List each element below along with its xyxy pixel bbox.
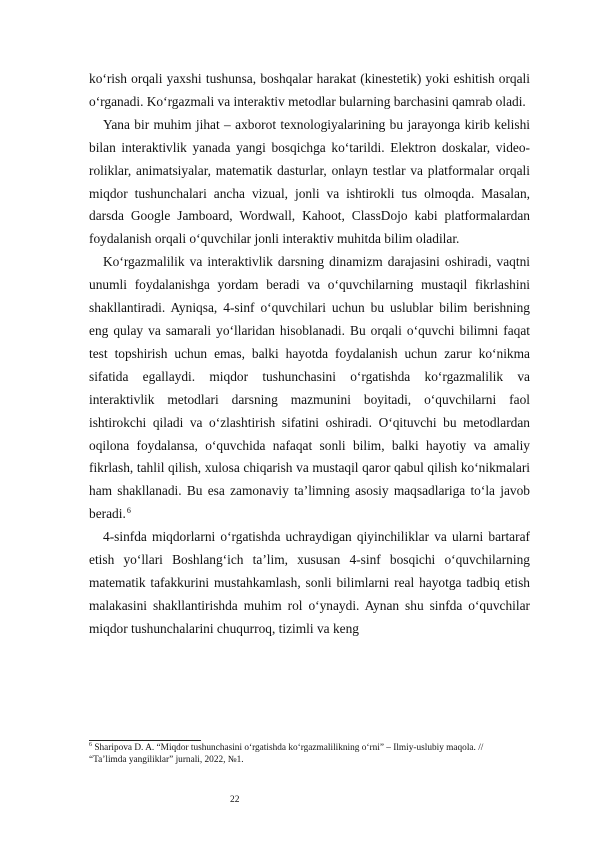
footnote-text: Sharipova D. A. “Miqdor tushunchasini o‘rgatishda ko‘rgazmalilikning o‘rni” – Ilmiy-uslubiy maqola. // “Ta’limda yangiliklar” jurnali, 2022, №1. bbox=[89, 743, 484, 765]
footnote-number: 6 bbox=[89, 741, 92, 748]
body-text bbox=[89, 68, 530, 641]
footnote-separator bbox=[89, 740, 201, 741]
paragraph-4: 4-sinfda miqdorlarni o‘rgatishda uchraydigan qiyinchiliklar va ularni bartaraf etish yo‘llari Boshlang‘ich ta’lim, xususan 4-sinf bosqichi o‘quvchilarning matematik tafakkurini mustahkamlash, sonli bilimlarni real hayotga tadbiq etish malakasini shakllantirishda muhim rol o‘ynaydi. Aynan shu sinfda o‘quvchilar miqdor tushunchalarini chuqurroq, tizimli va keng bbox=[89, 529, 530, 636]
paragraph-3 bbox=[89, 251, 530, 526]
page-number: 22 bbox=[230, 795, 240, 805]
paragraph-3-text: Ko‘rgazmalilik va interaktivlik darsning dinamizm darajasini oshiradi, vaqtni unumli foydalanishga yordam beradi va o‘quvchilarning mustaqil fikrlashini shakllantiradi. Ayniqsa, 4-sinf o‘quvchilari uchun bu uslublar bilim berishning eng qulay va samarali yo‘llaridan hisoblanadi. Bu orqali o‘quvchi bilimni faqat test topshirish uchun emas, balki hayotda foydalanish uchun zarur ko‘nikma sifatida egallaydi. miqdor tushunchasini o‘rgatishda ko‘rgazmalilik va interaktivlik metodlari darsning mazmunini boyitadi, o‘quvchilarni faol ishtirokchi qiladi va o‘zlashtirish sifatini oshiradi. O‘qituvchi bu metodlardan oqilona foydalansa, o‘quvchida nafaqat sonli bilim, balki hayotiy va amaliy fikrlash, tahlil qilish, xulosa chiqarish va mustaqil qaror qabul qilish ko‘nikmalari ham shakllanadi. Bu esa zamonaviy ta’limning asosiy maqsadlariga to‘la javob beradi. bbox=[89, 254, 530, 522]
footnote-reference[interactable]: 6 bbox=[126, 505, 131, 515]
footnote bbox=[89, 743, 489, 766]
paragraph-2: Yana bir muhim jihat – axborot texnologiyalarining bu jarayonga kirib kelishi bilan interaktivlik yanada yangi bosqichga ko‘tarildi. Elektron doskalar, video-roliklar, animatsiyalar, matematik dasturlar, onlayn testlar va platformalar orqali miqdor tushunchalari ancha vizual, jonli va ishtirokli tus olmoqda. Masalan, darsda Google Jamboard, Wordwall, Kahoot, ClassDojo kabi platformalardan foydalanish orqali o‘quvchilar jonli interaktiv muhitda bilim oladilar. bbox=[89, 116, 530, 247]
paragraph-1: ko‘rish orqali yaxshi tushunsa, boshqalar harakat (kinestetik) yoki eshitish orqali o‘rganadi. Ko‘rgazmali va interaktiv metodlar bularning barchasini qamrab oladi. bbox=[89, 71, 530, 109]
